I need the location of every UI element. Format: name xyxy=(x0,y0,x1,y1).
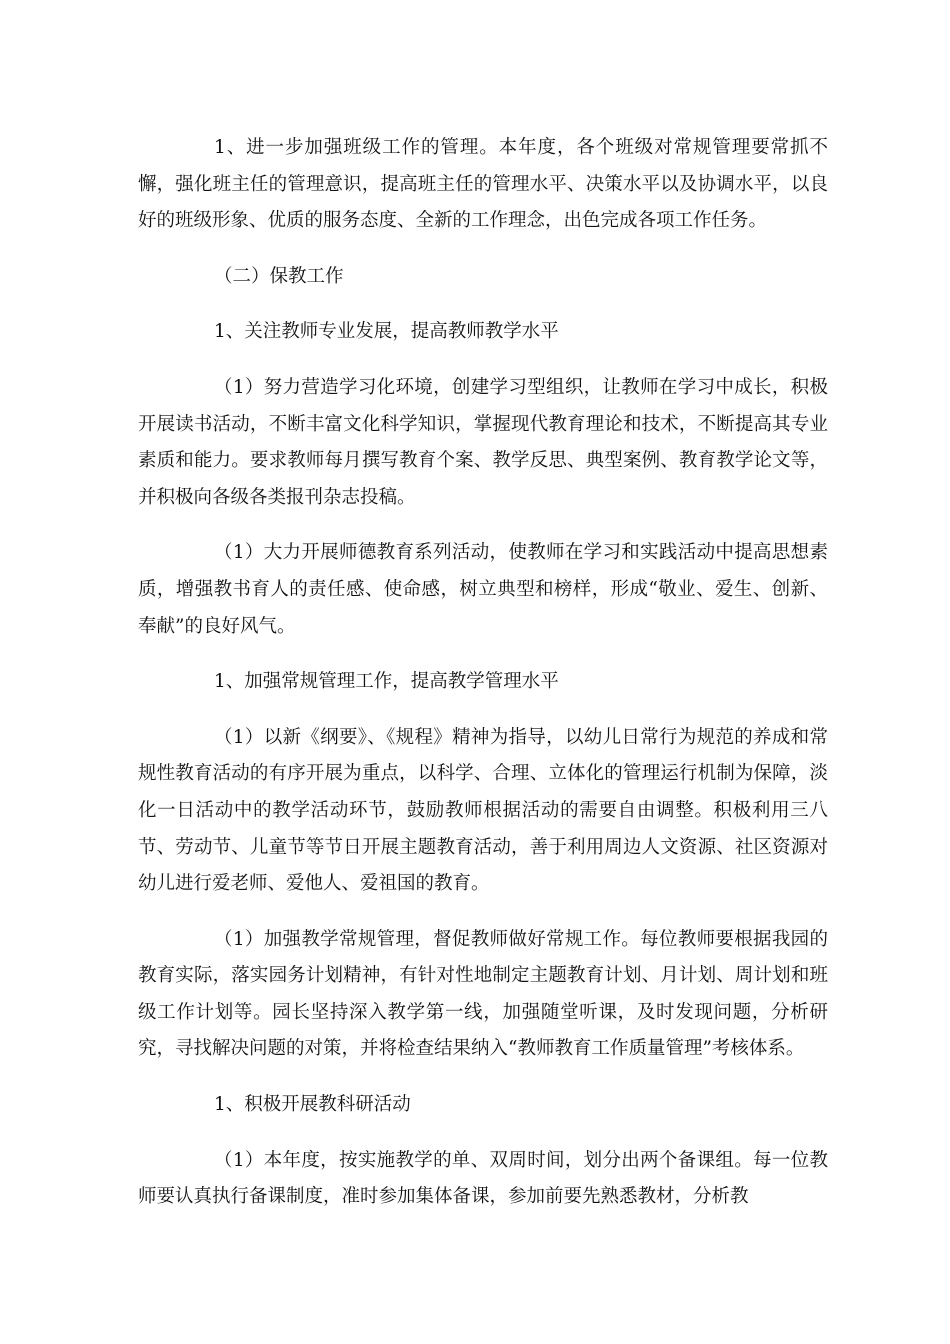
paragraph-lesson-preparation: （1）本年度，按实施教学的单、双周时间，划分出两个备课组。每一位教师要认真执行备课制度，准时参加集体备课，参加前要先熟悉教材，分析教 xyxy=(138,1149,828,1208)
subheading-teacher-development: 1、关注教师专业发展，提高教师教学水平 xyxy=(214,321,559,343)
paragraph-class-management: 1、进一步加强班级工作的管理。本年度，各个班级对常规管理要常抓不懈，强化班主任的管理意识，提高班主任的管理水平、决策水平以及协调水平，以良好的班级形象、优质的服务态度、全新的工作理念，出色完成各项工作任务。 xyxy=(138,137,828,232)
paragraph-learning-environment: （1）努力营造学习化环境，创建学习型组织，让教师在学习中成长，积极开展读书活动，不断丰富文化科学知识，掌握现代教育理论和技术，不断提高其专业素质和能力。要求教师每月撰写教育个案、教学反思、典型案例、教育教学论文等，并积极向各级各类报刊杂志投稿。 xyxy=(138,376,828,508)
paragraph-teaching-routine: （1）加强教学常规管理，督促教师做好常规工作。每位教师要根据我园的教育实际，落实园务计划精神，有针对性地制定主题教育计划、月计划、周计划和班级工作计划等。园长坚持深入教学第一线，加强随堂听课，及时发现问题，分析研究，寻找解决问题的对策，并将检查结果纳入“教师教育工作质量管理”考核体系。 xyxy=(138,928,828,1060)
section-heading-teaching-care: （二）保教工作 xyxy=(214,265,344,287)
document-body xyxy=(138,130,828,1235)
subheading-research-activities: 1、积极开展教科研活动 xyxy=(214,1094,411,1116)
paragraph-guidelines: （1）以新《纲要》、《规程》精神为指导，以幼儿日常行为规范的养成和常规性教育活动的有序开展为重点，以科学、合理、立体化的管理运行机制为保障，淡化一日活动中的教学活动环节，鼓励教师根据活动的需要自由调整。积极利用三八节、劳动节、儿童节等节日开展主题教育活动，善于利用周边人文资源、社区资源对幼儿进行爱老师、爱他人、爱祖国的教育。 xyxy=(138,726,828,895)
paragraph-teacher-ethics: （1）大力开展师德教育系列活动，使教师在学习和实践活动中提高思想素质，增强教书育人的责任感、使命感，树立典型和榜样，形成“敬业、爱生、创新、奉献”的良好风气。 xyxy=(138,542,828,637)
subheading-routine-management: 1、加强常规管理工作，提高教学管理水平 xyxy=(214,671,559,693)
